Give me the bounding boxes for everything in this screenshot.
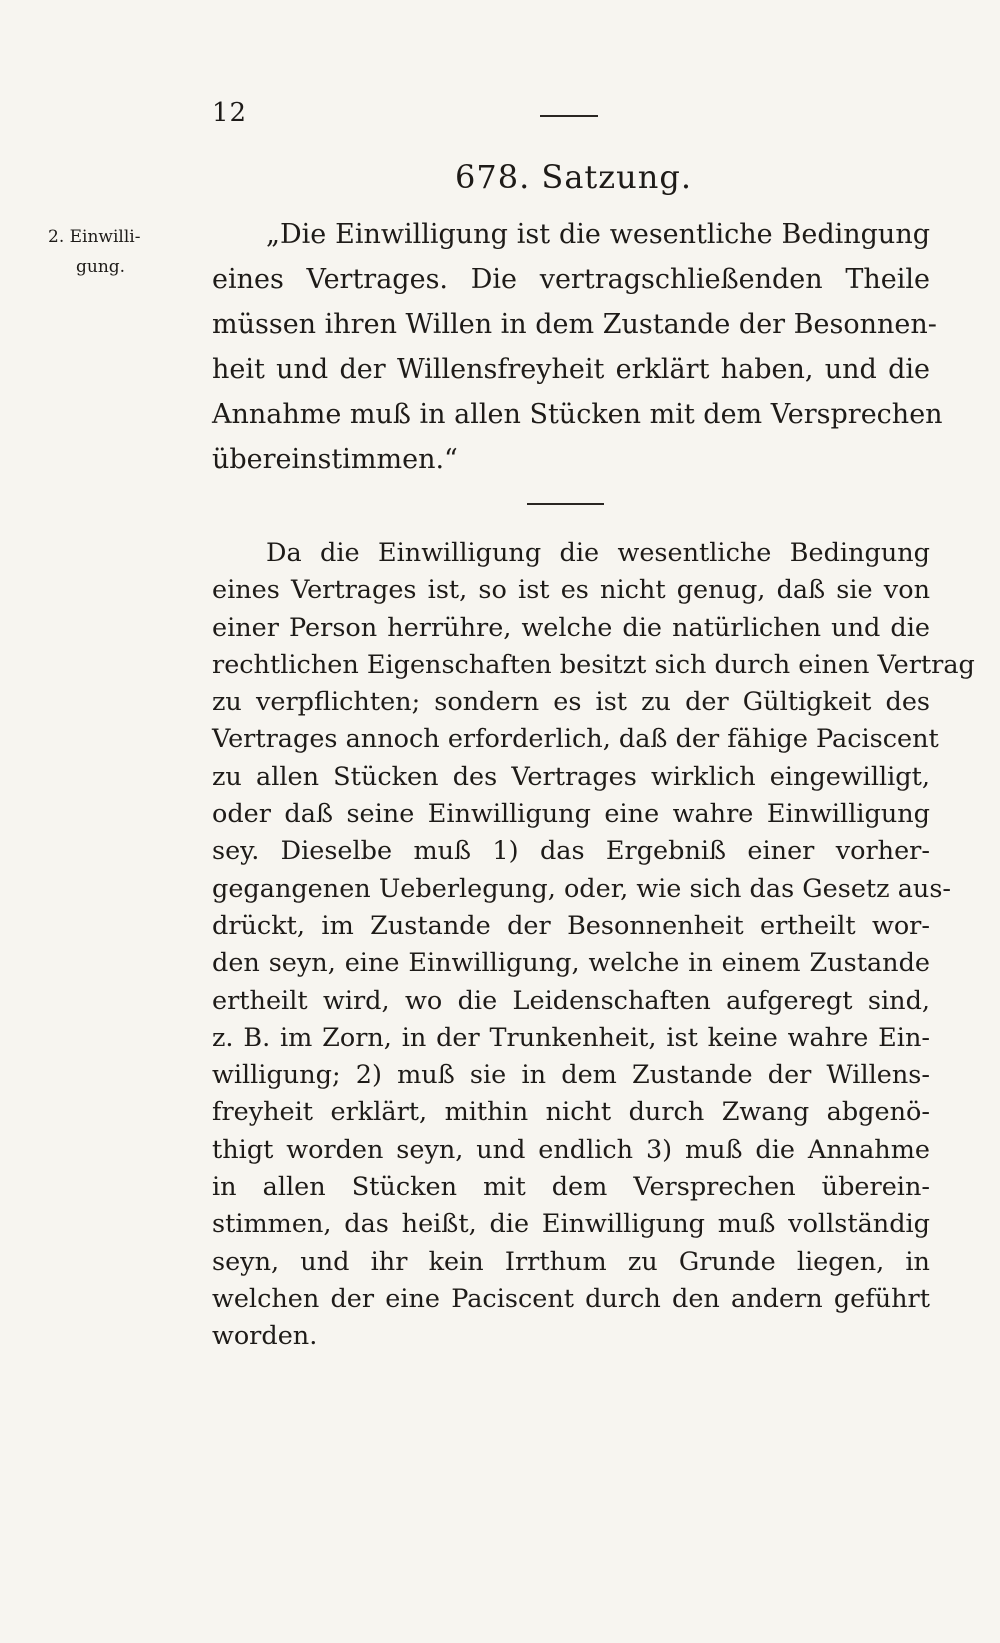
body-line: freyheit erklärt, mithin nicht durch Zwang abgenö- [212,1097,930,1128]
quote-line: „Die Einwilligung ist die wesentliche Bedingung [266,219,930,250]
body-line: drückt, im Zustande der Besonnenheit ertheilt wor- [212,910,930,941]
margin-note [48,222,208,282]
body-line: zu verpflichten; sondern es ist zu der Gültigkeit des [212,687,930,718]
commentary-text [212,535,975,1356]
header-rule [540,115,598,117]
body-line: den seyn, eine Einwilligung, welche in einem Zustande [212,948,930,979]
body-line: stimmen, das heißt, die Einwilligung muß vollständig [212,1209,930,1240]
body-line: Vertrages annoch erforderlich, daß der fähige Paciscent [212,724,939,755]
body-line: eines Vertrages ist, so ist es nicht genug, daß sie von [212,575,930,606]
quote-line: eines Vertrages. Die vertragschließenden Theile [212,264,930,295]
quote-line: müssen ihren Willen in dem Zustande der Besonnen- [212,309,937,340]
body-line: worden. [212,1321,318,1352]
section-divider [527,503,604,505]
margin-note-line-2: gung. [76,257,126,277]
body-line: zu allen Stücken des Vertrages wirklich eingewilligt, [212,761,930,792]
body-line: in allen Stücken mit dem Versprechen überein- [212,1172,930,1203]
body-line: oder daß seine Einwilligung eine wahre Einwilligung [212,799,930,830]
body-line: thigt worden seyn, und endlich 3) muß die Annahme [212,1134,930,1165]
quote-line: übereinstimmen.“ [212,444,458,475]
body-line: gegangenen Ueberlegung, oder, wie sich das Gesetz aus- [212,873,952,904]
page-number: 12 [212,98,248,128]
body-line: einer Person herrühre, welche die natürlichen und die [212,612,930,643]
body-line: rechtlichen Eigenschaften besitzt sich durch einen Vertrag [212,649,975,680]
body-line: seyn, und ihr kein Irrthum zu Grunde liegen, in [212,1246,930,1277]
body-line: willigung; 2) muß sie in dem Zustande der Willens- [212,1060,930,1091]
body-line: z. B. im Zorn, in der Trunkenheit, ist keine wahre Ein- [212,1022,930,1053]
body-line: Da die Einwilligung die wesentliche Bedingung [266,538,930,568]
quote-line: Annahme muß in allen Stücken mit dem Versprechen [212,399,943,430]
quote-line: heit und der Willensfreyheit erklärt haben, und die [212,354,930,385]
body-line: welchen der eine Paciscent durch den andern geführt [212,1283,930,1314]
statute-quote [212,212,943,482]
body-line: ertheilt wird, wo die Leidenschaften aufgeregt sind, [212,985,930,1016]
margin-note-line-1: 2. Einwilli- [48,227,141,247]
section-title: 678. Satzung. [455,158,693,196]
body-line: sey. Dieselbe muß 1) das Ergebniß einer vorher- [212,836,930,867]
